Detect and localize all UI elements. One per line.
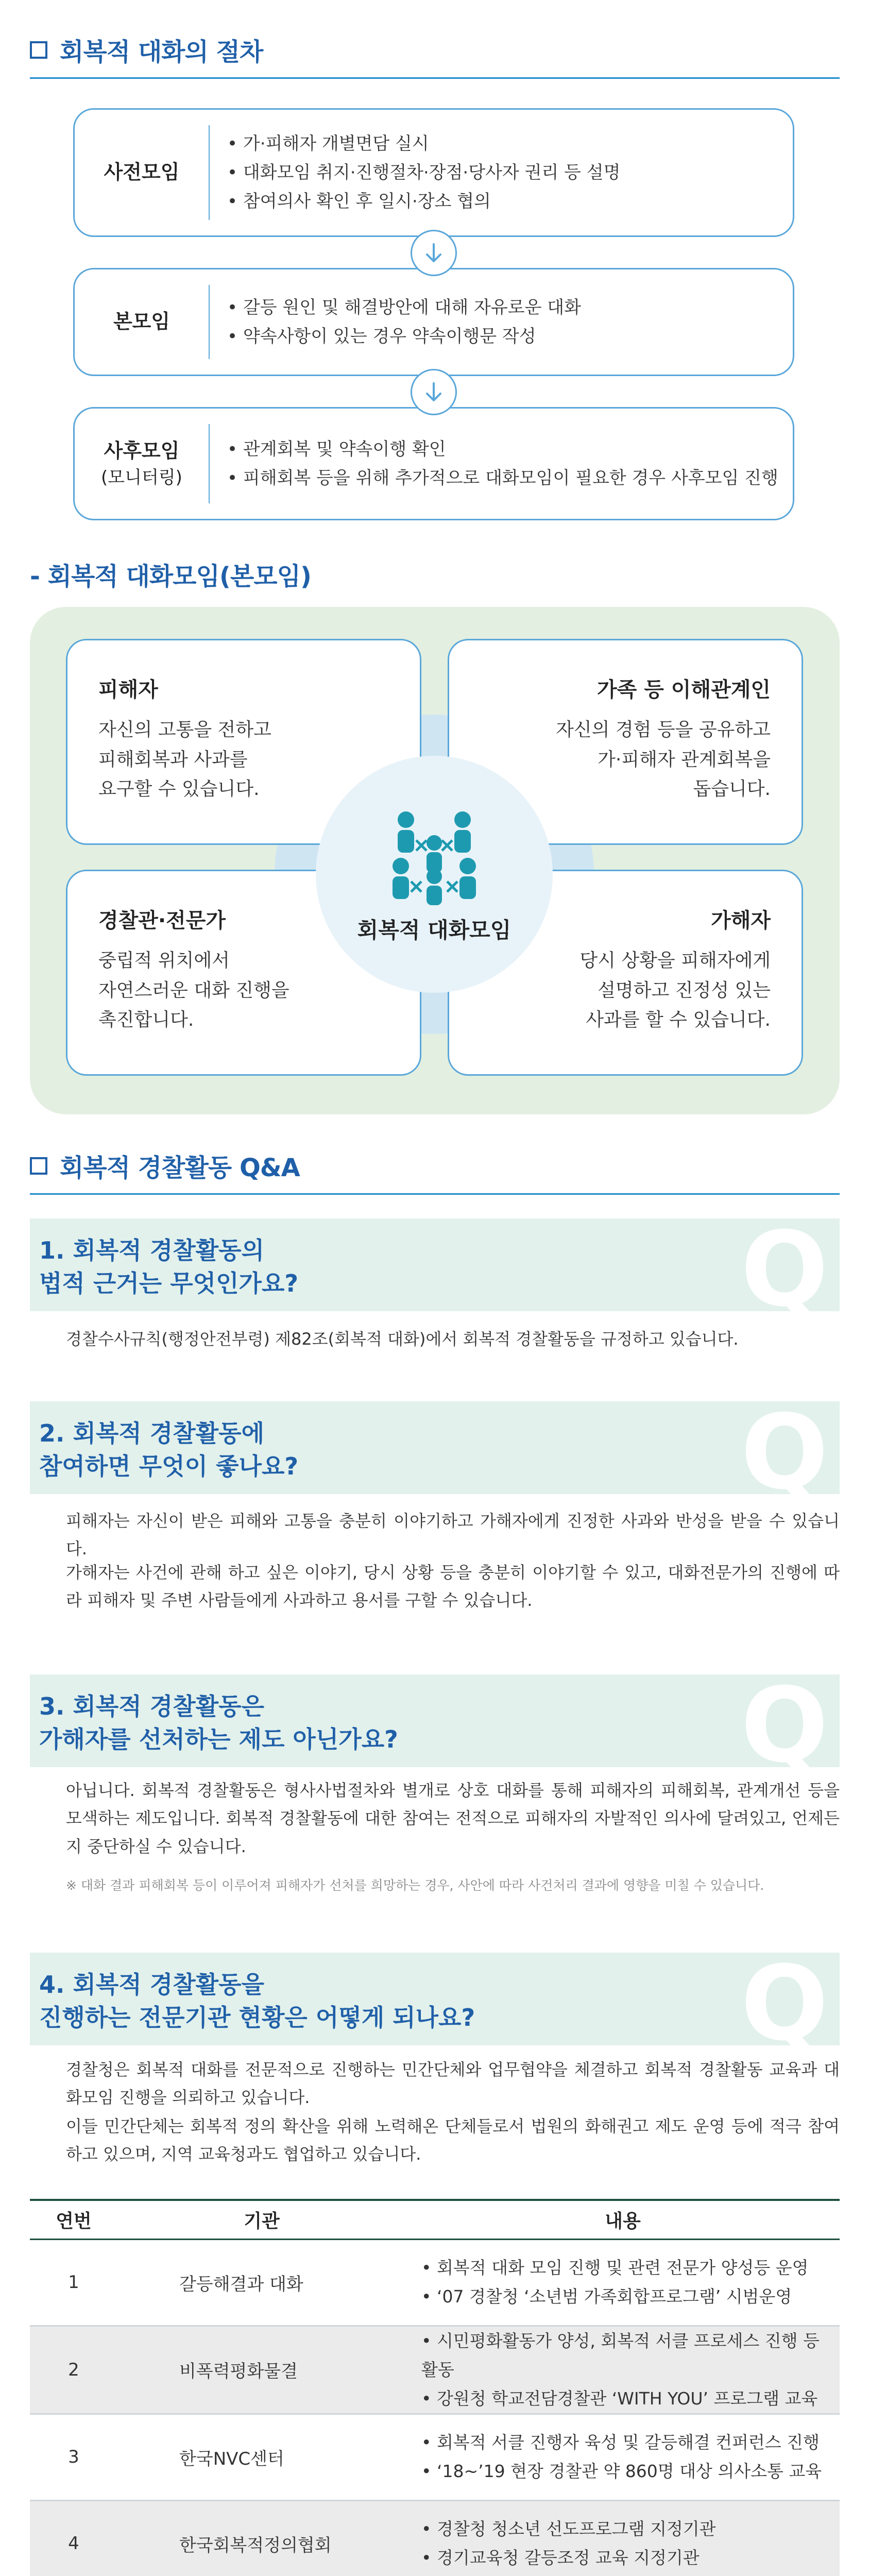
subsection-title: - 회복적 대화모임(본모임) bbox=[30, 562, 311, 591]
table-row bbox=[30, 2414, 840, 2500]
row-number: 4 bbox=[30, 2500, 117, 2576]
question-text: 3. 회복적 경찰활동은 가해자를 선처하는 제도 아닌가요? bbox=[39, 1692, 398, 1754]
question-text: 2. 회복적 경찰활동에 참여하면 무엇이 좋나요? bbox=[39, 1419, 299, 1481]
step-item: • 대화모임 취지·진행절차·장점·당사자 권리 등 설명 bbox=[227, 158, 620, 187]
org-content bbox=[406, 2414, 840, 2500]
step-item: • 관계회복 및 약속이행 확인 bbox=[227, 435, 778, 464]
card-title: 경찰관·전문가 bbox=[98, 909, 226, 933]
answer-text: 경찰청은 회복적 대화를 전문적으로 진행하는 민간단체와 업무협약을 체결하고 회복적 경찰활동 교육과 대화모임 진행을 의뢰하고 있습니다. bbox=[66, 2060, 840, 2108]
org-content bbox=[406, 2239, 840, 2326]
step-item: • 갈등 원인 및 해결방안에 대해 자유로운 대화 bbox=[227, 293, 581, 322]
org-name: 한국NVC센터 bbox=[117, 2414, 406, 2500]
answer-note: ※ 대화 결과 피해회복 등이 이루어져 피해자가 선처를 희망하는 경우, 사안에 따라 사건처리 결과에 영향을 미칠 수 있습니다. bbox=[66, 1878, 764, 1893]
row-number: 3 bbox=[30, 2414, 117, 2500]
center-label: 회복적 대화모임 bbox=[357, 918, 512, 943]
step-label: 사전모임 bbox=[104, 161, 180, 184]
question-text: 4. 회복적 경찰활동을 진행하는 전문기관 현황은 어떻게 되나요? bbox=[39, 1971, 475, 2032]
header-divider bbox=[30, 77, 840, 79]
question-bar bbox=[30, 1393, 840, 1513]
step-item: • 가·피해자 개별면담 실시 bbox=[227, 129, 620, 158]
header-divider bbox=[30, 1193, 840, 1195]
org-name: 한국회복적정의협회 bbox=[117, 2500, 406, 2576]
answer-text: 아닙니다. 회복적 경찰활동은 형사사법절차와 별개로 상호 대화를 통해 피해자의 피해회복, 관계개선 등을 모색하는 제도입니다. 회복적 경찰활동에 대한 참여는 전적으로 피해자의 자발적인 의사에 달려있고, 언제든지 중단하실 수 있습니다. bbox=[66, 1781, 840, 1856]
step-post-meeting bbox=[73, 407, 794, 520]
column-header: 내용 bbox=[406, 2200, 840, 2239]
people-meeting-icon bbox=[375, 804, 493, 907]
content-item: • 시민평화활동가 양성, 회복적 서클 프로세스 진행 등 활동 bbox=[421, 2327, 840, 2384]
content-item: • ‘07 경찰청 ‘소년범 가족회합프로그램’ 시범운영 bbox=[421, 2282, 840, 2311]
table-row bbox=[30, 2500, 840, 2576]
org-content bbox=[406, 2500, 840, 2576]
content-item: • 강원청 학교전담경찰관 ‘WITH YOU’ 프로그램 교육 bbox=[421, 2384, 840, 2413]
answer-text: 가해자는 사건에 관해 하고 싶은 이야기, 당시 상황 등을 충분히 이야기할 수 있고, 대화전문가의 진행에 따라 피해자 및 주변 사람들에게 사과하고 용서를 구할 수 있습니다. bbox=[66, 1563, 840, 1611]
table-row bbox=[30, 2326, 840, 2414]
section-procedure-header bbox=[30, 32, 840, 67]
step-item: • 참여의사 확인 후 일시·장소 협의 bbox=[227, 187, 620, 216]
q-mark-icon: Q bbox=[740, 1210, 828, 1330]
question-bar bbox=[30, 1944, 840, 2064]
content-item: • 회복적 대화 모임 진행 및 관련 전문가 양성등 운영 bbox=[421, 2253, 840, 2282]
row-number: 2 bbox=[30, 2326, 117, 2414]
column-header: 연번 bbox=[30, 2200, 117, 2239]
org-content bbox=[406, 2326, 840, 2414]
step-main-meeting bbox=[73, 268, 794, 376]
q-mark-icon: Q bbox=[740, 1944, 828, 2064]
center-circle bbox=[316, 756, 553, 993]
down-arrow-icon bbox=[411, 369, 457, 415]
step-label: 사후모임 (모니터링) bbox=[101, 439, 182, 488]
step-label: 본모임 bbox=[113, 310, 171, 333]
question-text: 1. 회복적 경찰활동의 법적 근거는 무엇인가요? bbox=[39, 1236, 299, 1298]
question-bar bbox=[30, 1210, 840, 1330]
q-mark-icon: Q bbox=[740, 1393, 828, 1513]
column-header: 기관 bbox=[117, 2200, 406, 2239]
q-mark-icon: Q bbox=[740, 1666, 828, 1786]
table-row bbox=[30, 2239, 840, 2326]
question-bar bbox=[30, 1666, 840, 1786]
section-qa-header bbox=[30, 1148, 840, 1183]
section-title: 회복적 경찰활동 Q&A bbox=[60, 1154, 300, 1182]
card-desc: 중립적 위치에서 자연스러운 대화 진행을 촉진합니다. bbox=[98, 950, 289, 1031]
org-name: 갈등해결과 대화 bbox=[117, 2239, 406, 2326]
card-title: 가족 등 이해관계인 bbox=[597, 678, 771, 702]
card-title: 피해자 bbox=[98, 678, 158, 702]
answer-text: 경찰수사규칙(행정안전부령) 제82조(회복적 대화)에서 회복적 경찰활동을 규정하고 있습니다. bbox=[66, 1329, 739, 1349]
down-arrow-icon bbox=[411, 230, 457, 276]
content-item: • 경찰청 청소년 선도프로그램 지정기관 bbox=[421, 2515, 840, 2544]
step-items bbox=[210, 293, 581, 351]
square-bullet-icon bbox=[30, 1157, 47, 1175]
table-header-row bbox=[30, 2200, 840, 2239]
content-item: • 경기교육청 갈등조정 교육 지정기관 bbox=[421, 2544, 840, 2572]
answer-text: 피해자는 자신이 받은 피해와 고통을 충분히 이야기하고 가해자에게 진정한 사과와 반성을 받을 수 있습니다. bbox=[66, 1511, 840, 1559]
organizations-table bbox=[30, 2199, 840, 2576]
step-items bbox=[210, 435, 778, 493]
card-title: 가해자 bbox=[711, 909, 771, 933]
square-bullet-icon bbox=[30, 41, 47, 59]
step-item: • 약속사항이 있는 경우 약속이행문 작성 bbox=[227, 322, 581, 351]
step-pre-meeting bbox=[73, 108, 794, 237]
content-item: • 회복적 서클 진행자 육성 및 갈등해결 컨퍼런스 진행 bbox=[421, 2428, 840, 2457]
answer-text: 이들 민간단체는 회복적 정의 확산을 위해 노력해온 단체들로서 법원의 화해권고 제도 운영 등에 적극 참여하고 있으며, 지역 교육청과도 협업하고 있습니다. bbox=[66, 2116, 840, 2164]
card-desc: 당시 상황을 피해자에게 설명하고 진정성 있는 사과를 할 수 있습니다. bbox=[580, 950, 771, 1031]
section-title: 회복적 대화의 절차 bbox=[60, 38, 263, 66]
row-number: 1 bbox=[30, 2239, 117, 2326]
step-item: • 피해회복 등을 위해 추가적으로 대화모임이 필요한 경우 사후모임 진행 bbox=[227, 464, 778, 493]
content-item: • ‘18~’19 현장 경찰관 약 860명 대상 의사소통 교육 bbox=[421, 2457, 840, 2486]
card-desc: 자신의 경험 등을 공유하고 가·피해자 관계회복을 돕습니다. bbox=[556, 719, 771, 800]
step-items bbox=[210, 129, 620, 216]
card-desc: 자신의 고통을 전하고 피해회복과 사과를 요구할 수 있습니다. bbox=[98, 719, 271, 800]
org-name: 비폭력평화물결 bbox=[117, 2326, 406, 2414]
